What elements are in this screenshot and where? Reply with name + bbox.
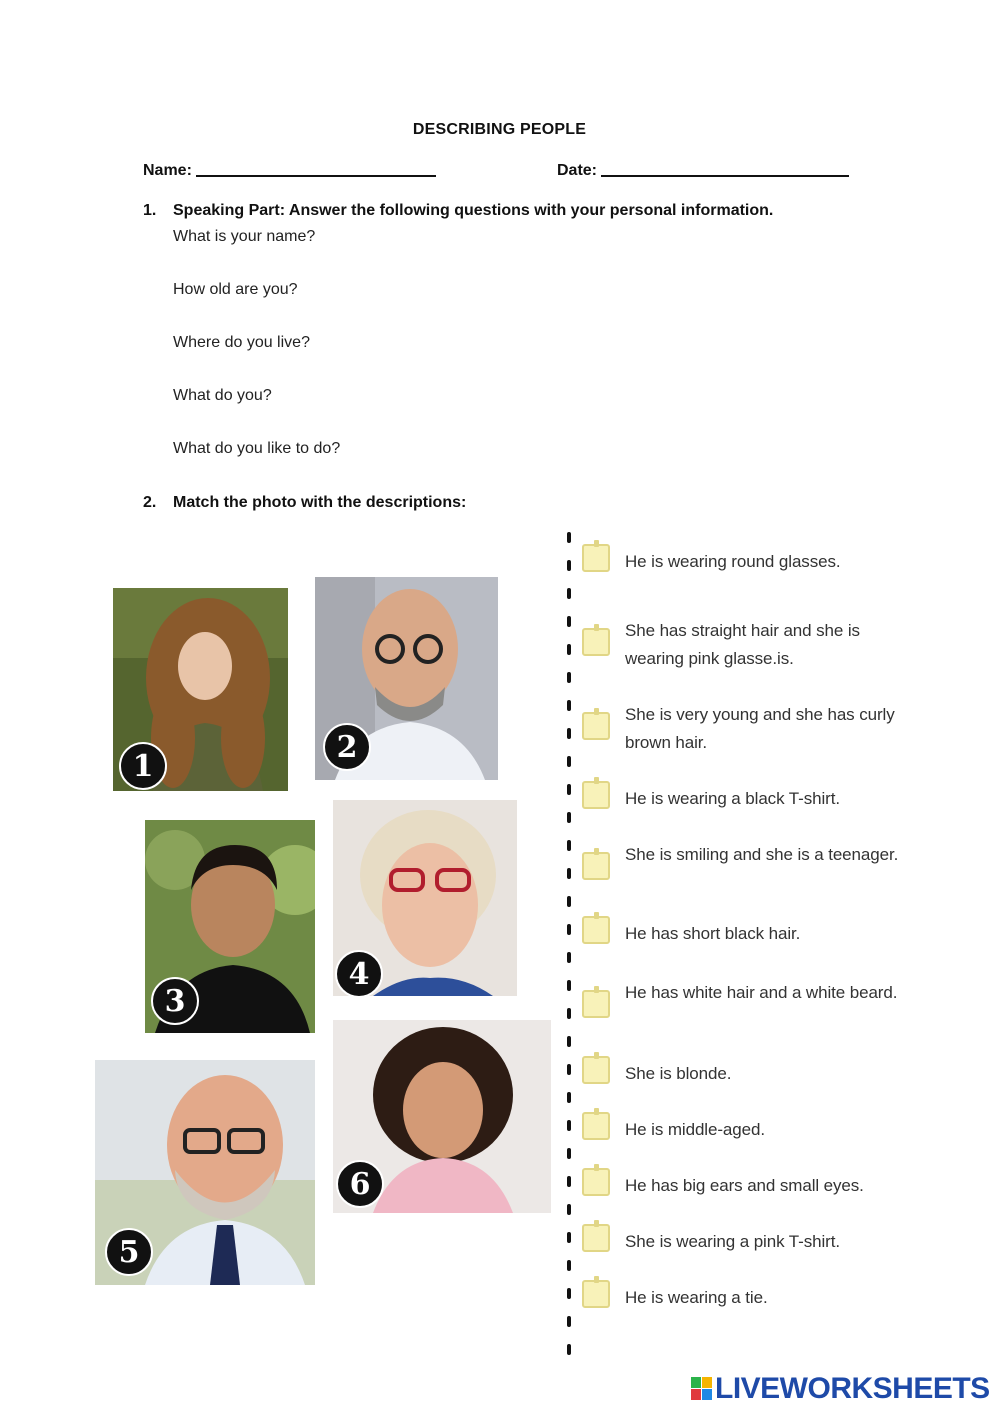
- divider-dash: [567, 1092, 571, 1103]
- description-text: He has short black hair.: [625, 924, 801, 943]
- section2-number: 2.: [143, 494, 157, 511]
- divider-dash: [567, 1064, 571, 1075]
- description-text: She is wearing a pink T-shirt.: [625, 1232, 840, 1251]
- description-text: She is smiling and she is a teenager.: [625, 845, 899, 864]
- photo-number-badge: 2: [323, 723, 371, 771]
- divider-dash: [567, 980, 571, 991]
- name-field[interactable]: [143, 161, 436, 180]
- divider-dash: [567, 756, 571, 767]
- answer-box[interactable]: [582, 990, 610, 1018]
- description-text: She is very young and she has curly brown hair.: [625, 705, 895, 752]
- photo-3[interactable]: [145, 820, 315, 1033]
- photo-number-badge: 3: [151, 977, 199, 1025]
- answer-box[interactable]: [582, 781, 610, 809]
- divider-dash: [567, 1316, 571, 1327]
- answer-box[interactable]: [582, 544, 610, 572]
- section1-heading: Speaking Part: Answer the following questions with your personal information.: [173, 202, 774, 219]
- question-live: Where do you live?: [173, 334, 310, 351]
- date-blank-line[interactable]: [601, 161, 849, 177]
- description-text: She is blonde.: [625, 1064, 732, 1083]
- divider-dash: [567, 1120, 571, 1131]
- divider-dash: [567, 644, 571, 655]
- photo-4[interactable]: [333, 800, 517, 996]
- photo-1[interactable]: [113, 588, 288, 791]
- liveworksheets-logo: [691, 1372, 991, 1406]
- answer-box[interactable]: [582, 852, 610, 880]
- divider-dash: [567, 616, 571, 627]
- divider-dash: [567, 560, 571, 571]
- question-name: What is your name?: [173, 228, 316, 245]
- photo-5[interactable]: [95, 1060, 315, 1285]
- description-text: He is middle-aged.: [625, 1120, 765, 1139]
- divider-dash: [567, 840, 571, 851]
- question-like: What do you like to do?: [173, 440, 341, 457]
- name-blank-line[interactable]: [196, 161, 436, 177]
- description-text: He is wearing a black T-shirt.: [625, 789, 840, 808]
- divider-dash: [567, 868, 571, 879]
- divider-dash: [567, 1036, 571, 1047]
- section2-heading: Match the photo with the descriptions:: [173, 494, 467, 511]
- divider-dash: [567, 1148, 571, 1159]
- divider-dash: [567, 588, 571, 599]
- description-text: He has big ears and small eyes.: [625, 1176, 864, 1195]
- section1-number: 1.: [143, 202, 157, 219]
- divider-dash: [567, 896, 571, 907]
- divider-dash: [567, 924, 571, 935]
- page-title: DESCRIBING PEOPLE: [412, 121, 587, 138]
- date-label: Date:: [557, 162, 598, 179]
- divider-dash: [567, 728, 571, 739]
- divider-dash: [567, 784, 571, 795]
- answer-box[interactable]: [582, 1168, 610, 1196]
- divider-dash: [567, 1008, 571, 1019]
- answer-box[interactable]: [582, 628, 610, 656]
- divider-dash: [567, 1176, 571, 1187]
- divider-dash: [567, 1344, 571, 1355]
- answer-box[interactable]: [582, 1112, 610, 1140]
- description-text: He is wearing a tie.: [625, 1288, 768, 1307]
- description-text: He has white hair and a white beard.: [625, 983, 898, 1002]
- divider-dash: [567, 700, 571, 711]
- divider-dash: [567, 952, 571, 963]
- answer-box[interactable]: [582, 916, 610, 944]
- description-text: She has straight hair and she is wearing pink glasse.is.: [625, 621, 860, 668]
- question-do: What do you?: [173, 387, 272, 404]
- divider-dash: [567, 672, 571, 683]
- divider-dash: [567, 1288, 571, 1299]
- photo-6[interactable]: [333, 1020, 551, 1213]
- name-label: Name:: [143, 162, 192, 179]
- divider-dash: [567, 532, 571, 543]
- answer-box[interactable]: [582, 1280, 610, 1308]
- brand-text: LIVEWORKSHEETS: [715, 1372, 990, 1405]
- photo-2[interactable]: [315, 577, 498, 780]
- photo-number-badge: 4: [335, 950, 383, 996]
- photo-number-badge: 6: [336, 1160, 384, 1208]
- answer-box[interactable]: [582, 1224, 610, 1252]
- question-age: How old are you?: [173, 281, 298, 298]
- dashed-divider: [566, 532, 572, 1354]
- divider-dash: [567, 1232, 571, 1243]
- answer-box[interactable]: [582, 712, 610, 740]
- description-text: He is wearing round glasses.: [625, 552, 841, 571]
- photo-number-badge: 5: [105, 1228, 153, 1276]
- divider-dash: [567, 1204, 571, 1215]
- photo-number-badge: 1: [119, 742, 167, 790]
- divider-dash: [567, 812, 571, 823]
- answer-box[interactable]: [582, 1056, 610, 1084]
- liveworksheets-logo-icon: [691, 1377, 713, 1401]
- date-field[interactable]: [557, 161, 849, 180]
- divider-dash: [567, 1260, 571, 1271]
